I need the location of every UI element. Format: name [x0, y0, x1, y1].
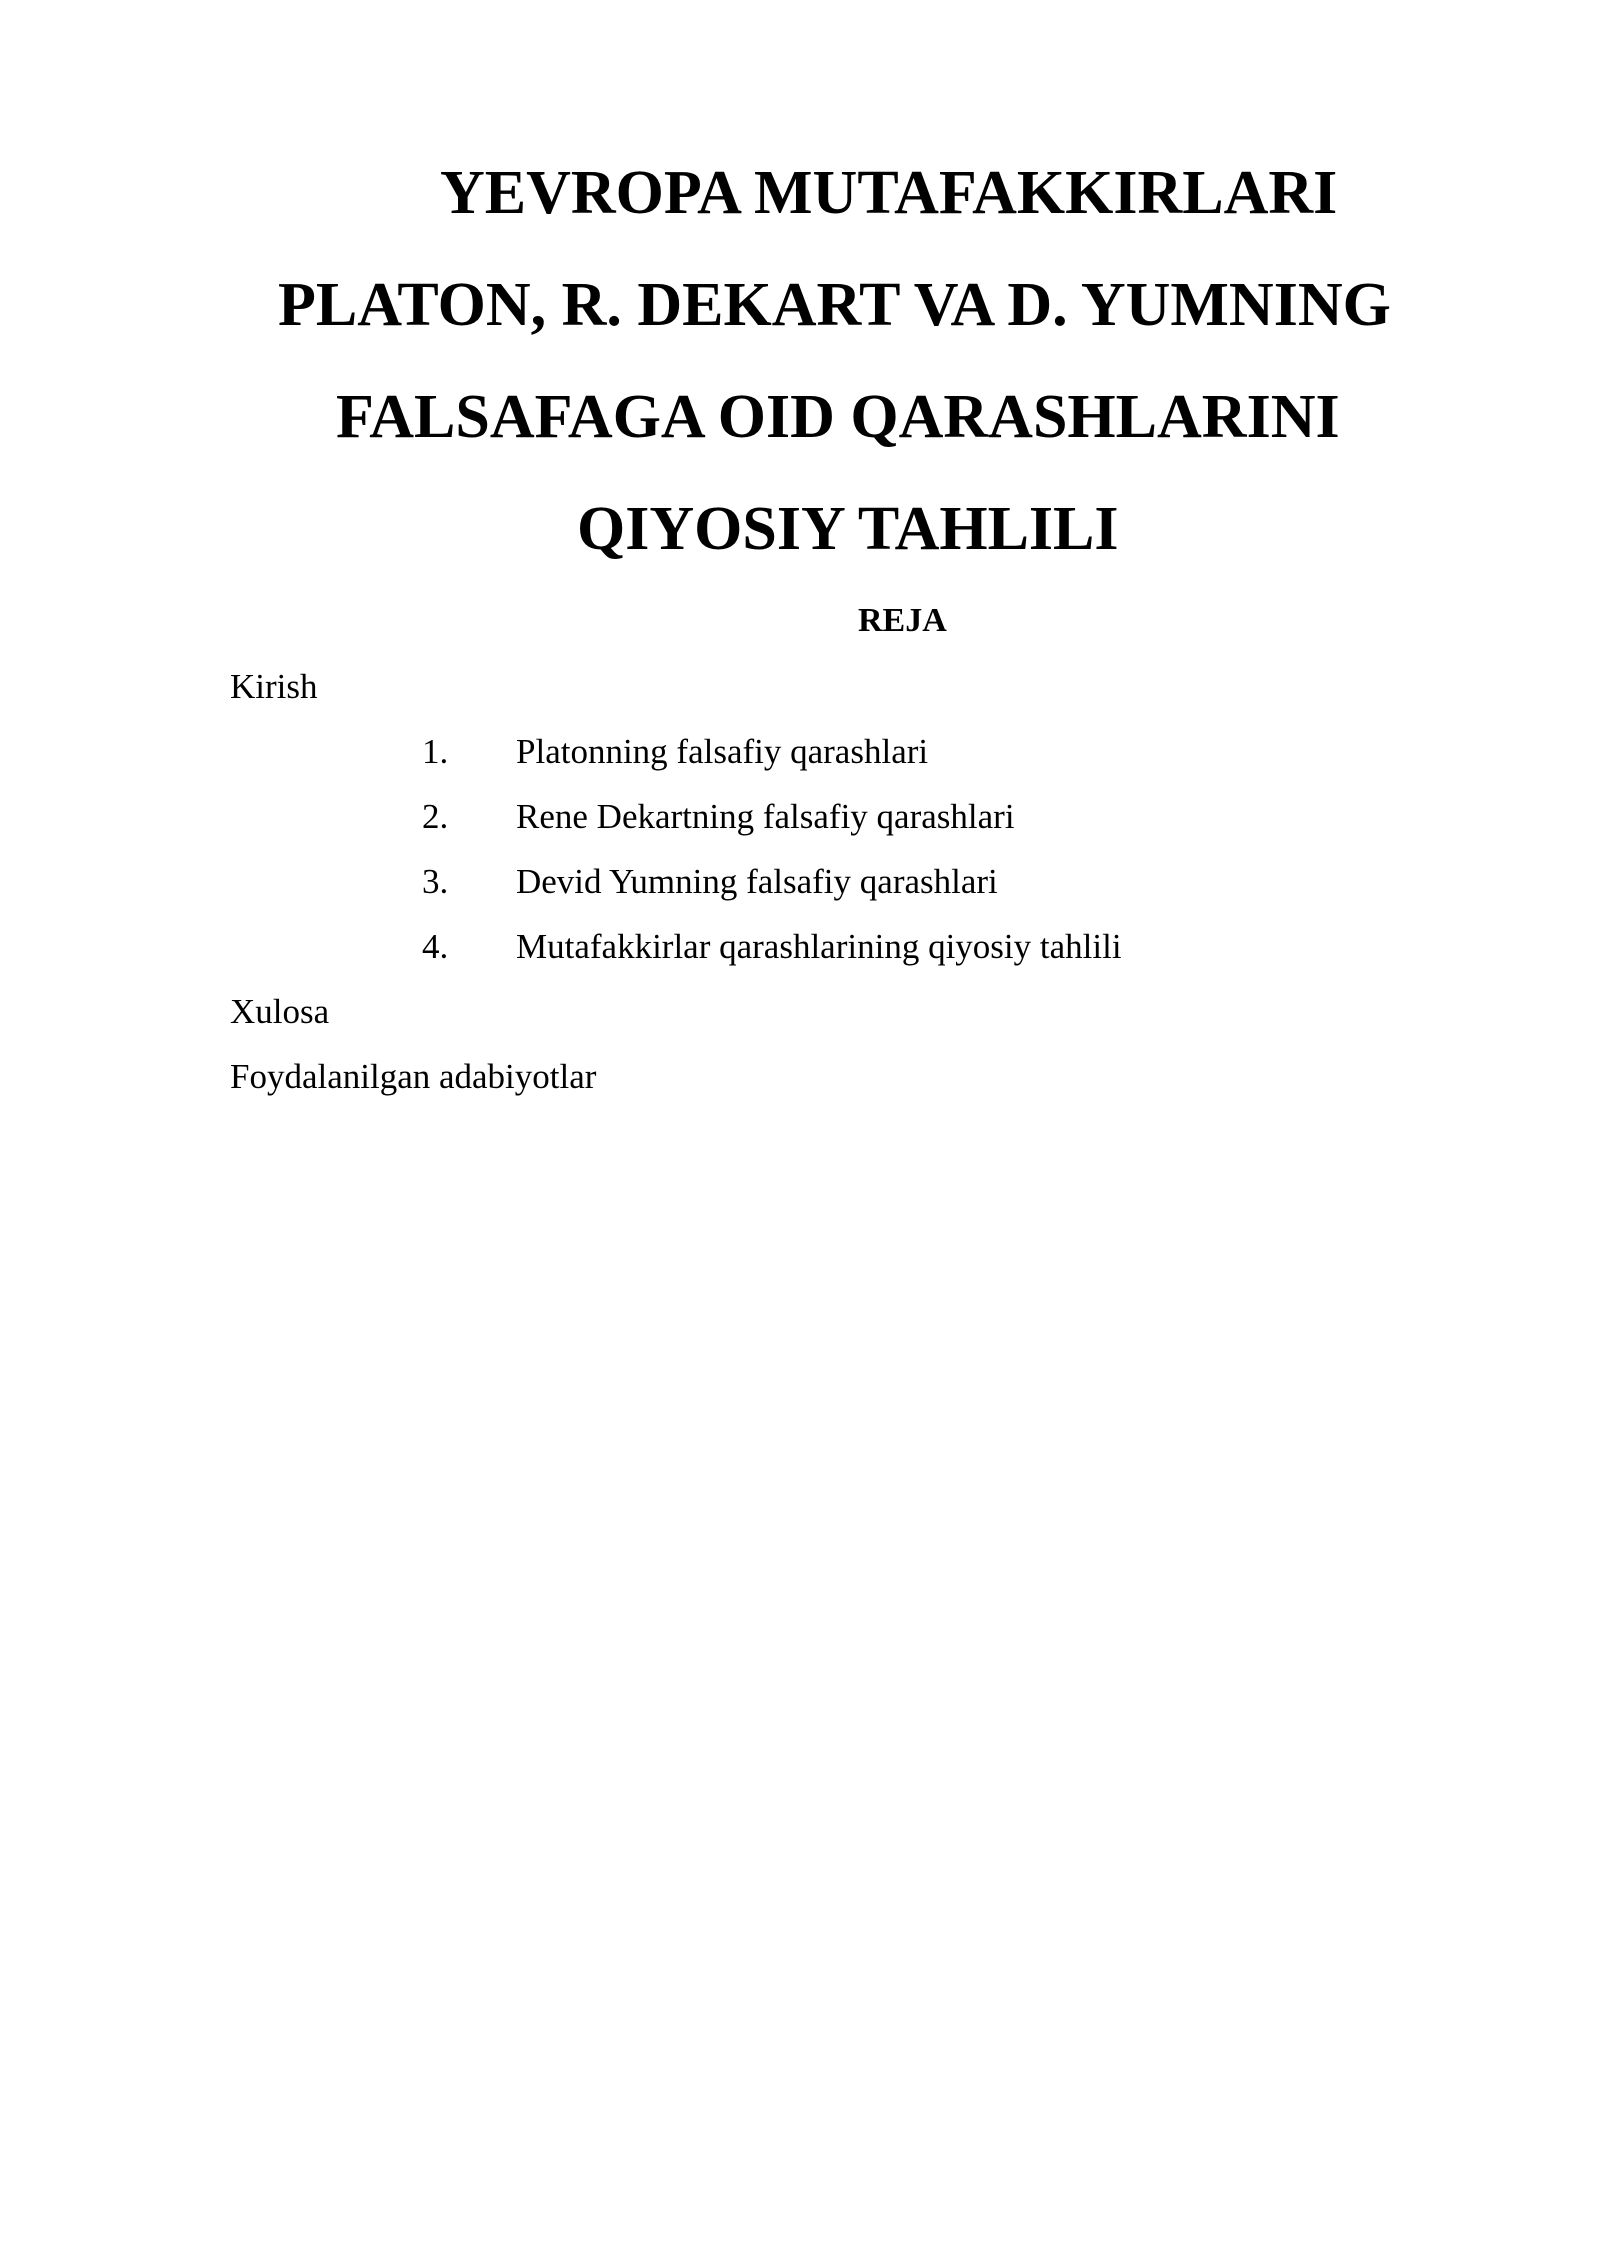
document-title-line-4: QIYOSIY TAHLILI	[577, 495, 1119, 563]
plan-item-number: 1.	[422, 732, 449, 771]
plan-item-number: 4.	[422, 927, 449, 966]
plan-item-text: Platonning falsafiy qarashlari	[516, 732, 929, 771]
plan-item-number: 3.	[422, 862, 449, 901]
document-title-line-3: FALSAFAGA OID QARASHLARINI	[336, 383, 1340, 451]
document-title-line-2: PLATON, R. DEKART VA D. YUMNING	[278, 271, 1391, 339]
references-section-label: Foydalanilgan adabiyotlar	[230, 1057, 597, 1096]
plan-item-text: Rene Dekartning falsafiy qarashlari	[516, 797, 1015, 836]
document-title-line-1: YEVROPA MUTAFAKKIRLARI	[440, 159, 1338, 227]
conclusion-section-label: Xulosa	[230, 992, 330, 1031]
plan-item-number: 2.	[422, 797, 449, 836]
intro-section-label: Kirish	[230, 667, 318, 706]
plan-item-text: Devid Yumning falsafiy qarashlari	[516, 862, 998, 901]
plan-item-text: Mutafakkirlar qarashlarining qiyosiy tahlili	[516, 927, 1122, 966]
plan-heading: REJA	[858, 602, 947, 639]
